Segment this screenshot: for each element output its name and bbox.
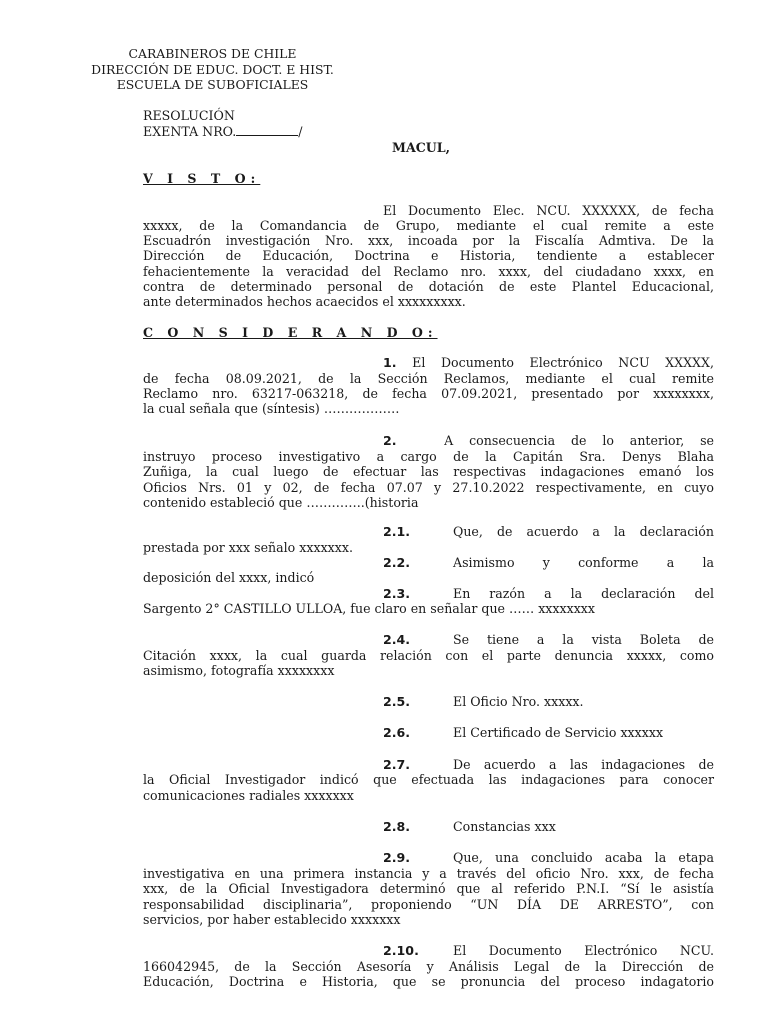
item-number: 2.: [383, 433, 397, 448]
item-text: Asimismo y conforme a la: [453, 555, 714, 570]
considerando-item-1: [383, 355, 714, 370]
item-line: investigativa en una primera instancia y a través del oficio Nro. xxx, de fecha: [143, 866, 714, 881]
item-text: Se tiene a la vista Boleta de: [453, 632, 714, 647]
school-name: ESCUELA DE SUBOFICIALES: [116, 77, 309, 92]
considerando-item-2: [383, 433, 714, 448]
institution-name: CARABINEROS DE CHILE: [128, 46, 297, 61]
item-line: Educación, Doctrina e Historia, que se pronuncia del proceso indagatorio: [143, 974, 714, 989]
considerando-heading: C O N S I D E R A N D O:: [143, 325, 438, 340]
item-line: Reclamo nro. 63217-063218, de fecha 07.09.2021, presentado por xxxxxxxx,: [143, 386, 714, 401]
item-text: De acuerdo a las indagaciones de: [453, 757, 714, 772]
item-number: 2.5.: [383, 694, 411, 709]
visto-line: Escuadrón investigación Nro. xxx, incoada por la Fiscalía Admtiva. De la: [143, 233, 714, 248]
item-number: 2.3.: [383, 586, 411, 601]
visto-line: ante determinados hechos acaecidos el xxxxxxxxx.: [143, 294, 466, 309]
place-macul: MACUL,: [392, 140, 450, 155]
resolution-label: RESOLUCIÓN: [143, 108, 235, 123]
item-line: la cual señala que (síntesis) ………………: [143, 401, 400, 416]
item-text: El Oficio Nro. xxxxx.: [453, 694, 584, 709]
visto-line: fehacientemente la veracidad del Reclamo nro. xxxx, del ciudadano xxxx, en: [143, 264, 714, 279]
item-line: Citación xxxx, la cual guarda relación con el parte denuncia xxxxx, como: [143, 648, 714, 663]
item-line: deposición del xxxx, indicó: [143, 570, 315, 585]
item-text: El Certificado de Servicio xxxxxx: [453, 725, 664, 740]
item-line: asimismo, fotografía xxxxxxxx: [143, 663, 335, 678]
item-number: 2.9.: [383, 850, 411, 865]
item-number: 2.6.: [383, 725, 411, 740]
item-text: Que, de acuerdo a la declaración: [453, 524, 714, 539]
item-number: 2.8.: [383, 819, 411, 834]
item-number: 1.: [383, 355, 397, 370]
item-text: El Documento Electrónico NCU XXXXX,: [412, 355, 714, 370]
item-line: xxx, de la Oficial Investigadora determinó que al referido P.N.I. “Sí le asistía: [143, 881, 714, 896]
resolution-number: [143, 124, 303, 139]
item-line: contenido estableció que …………..(historia: [143, 495, 419, 510]
item-number: 2.10.: [383, 943, 419, 958]
exenta-label: EXENTA NRO.: [143, 124, 237, 139]
visto-line: El Documento Elec. NCU. XXXXXX, de fecha: [383, 203, 714, 218]
item-line: servicios, por haber establecido xxxxxxx: [143, 912, 401, 927]
slash: /: [298, 124, 303, 139]
item-number: 2.7.: [383, 757, 411, 772]
item-line: Zuñiga, la cual luego de efectuar las respectivas indagaciones emanó los: [143, 464, 714, 479]
visto-line: xxxxx, de la Comandancia de Grupo, mediante el cual remite a este: [143, 218, 714, 233]
number-blank: [236, 124, 298, 136]
item-text: Constancias xxx: [453, 819, 556, 834]
item-line: 166042945, de la Sección Asesoría y Análisis Legal de la Dirección de: [143, 959, 714, 974]
item-line: comunicaciones radiales xxxxxxx: [143, 788, 354, 803]
item-text: A consecuencia de lo anterior, se: [444, 433, 714, 448]
visto-heading: V I S T O:: [143, 171, 261, 186]
item-line: prestada por xxx señalo xxxxxxx.: [143, 540, 353, 555]
item-line: Oficios Nrs. 01 y 02, de fecha 07.07 y 27.10.2022 respectivamente, en cuyo: [143, 480, 714, 495]
item-line: responsabilidad disciplinaria”, proponiendo “UN DÍA DE ARRESTO”, con: [143, 897, 714, 912]
item-text: En razón a la declaración del: [453, 586, 714, 601]
visto-line: contra de determinado personal de dotación de este Plantel Educacional,: [143, 279, 714, 294]
item-number: 2.1.: [383, 524, 411, 539]
item-line: Sargento 2° CASTILLO ULLOA, fue claro en señalar que …… xxxxxxxx: [143, 601, 596, 616]
item-text: Que, una concluido acaba la etapa: [453, 850, 714, 865]
direction-name: DIRECCIÓN DE EDUC. DOCT. E HIST.: [91, 62, 334, 77]
item-line: instruyo proceso investigativo a cargo de la Capitán Sra. Denys Blaha: [143, 449, 714, 464]
item-text: El Documento Electrónico NCU.: [453, 943, 714, 958]
item-number: 2.4.: [383, 632, 411, 647]
item-line: la Oficial Investigador indicó que efectuada las indagaciones para conocer: [143, 772, 714, 787]
item-number: 2.2.: [383, 555, 411, 570]
item-line: de fecha 08.09.2021, de la Sección Reclamos, mediante el cual remite: [143, 371, 714, 386]
visto-line: Dirección de Educación, Doctrina e Historia, tendiente a establecer: [143, 248, 714, 263]
